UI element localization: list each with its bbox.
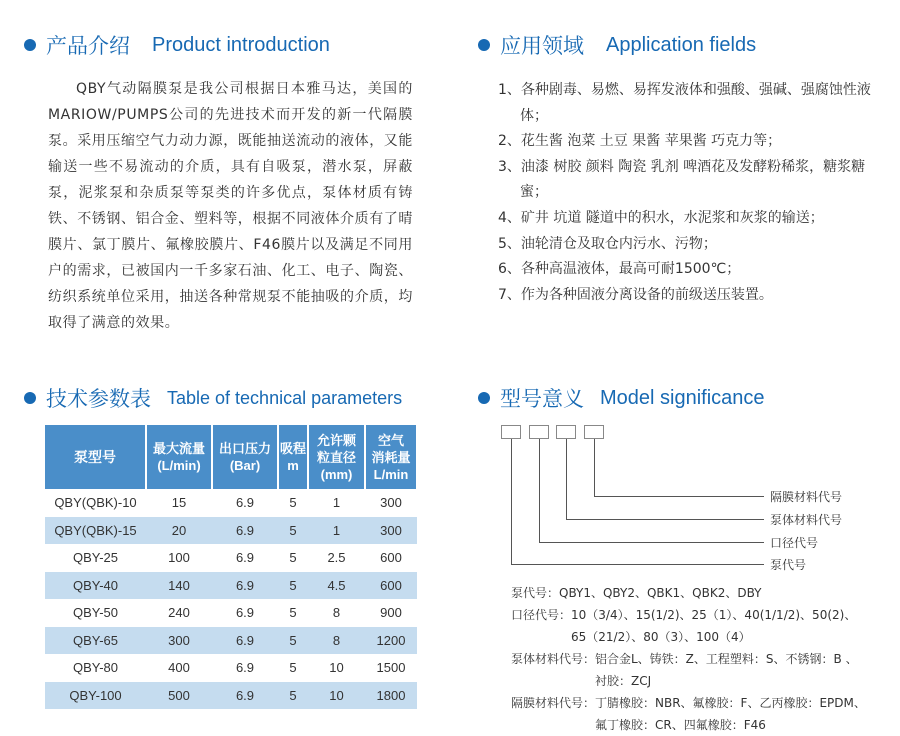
desc-line: 泵体材料代号：铝合金L、铸铁：Z、工程塑料：S、不锈钢：B 、 <box>511 652 858 666</box>
table-row <box>45 572 417 600</box>
table-cell: 10 <box>308 682 365 710</box>
model-heading <box>478 383 765 413</box>
table-cell: 5 <box>278 572 308 600</box>
table-cell: 8 <box>308 627 365 655</box>
title-zh: 产品介绍 <box>46 34 130 58</box>
label-pump: 泵代号 <box>770 558 807 572</box>
table-row <box>45 517 417 545</box>
table-row <box>45 489 417 517</box>
code-box <box>501 425 521 439</box>
list-item: 7、作为各种固液分离设备的前级送压装置。 <box>498 286 773 303</box>
table-cell: 2.5 <box>327 550 346 566</box>
table-cell: 6.9 <box>235 605 255 621</box>
table-cell: 10 <box>329 660 344 676</box>
list-item: 4、矿井 坑道 隧道中的积水，水泥浆和灰浆的输送； <box>498 209 824 226</box>
desc-line: 氟丁橡胶：CR、四氟橡胶：F46 <box>511 718 766 732</box>
table-cell: 5 <box>278 517 308 545</box>
params-table <box>45 425 418 709</box>
column-header: 出口压力 (Bar) <box>212 425 278 489</box>
table-cell: 300 <box>365 517 417 545</box>
table-cell: 6.9 <box>235 495 255 511</box>
list-item: 2、花生酱 泡菜 土豆 果酱 苹果酱 巧克力等； <box>498 133 782 150</box>
table-cell: 5 <box>278 627 308 655</box>
table-cell: 1 <box>332 495 341 511</box>
bullet-icon <box>478 392 490 404</box>
table-cell: 6.9 <box>212 627 278 655</box>
connector-line <box>511 564 764 565</box>
table-cell: 15 <box>171 495 187 511</box>
table-row <box>45 682 417 710</box>
table-cell: 600 <box>365 572 417 600</box>
table-cell: QBY(QBK)-10 <box>54 495 137 511</box>
title-zh: 型号意义 <box>500 387 584 411</box>
table-cell: 900 <box>380 605 402 621</box>
desc-line: 隔膜材料代号：丁腈橡胶：NBR、氟橡胶：F、乙丙橡胶：EPDM、 <box>511 696 866 710</box>
table-row <box>45 654 417 682</box>
connector-line <box>511 439 512 564</box>
table-cell: 6.9 <box>235 660 255 676</box>
list-item: 5、油轮清仓及取仓内污水、污物； <box>498 235 717 252</box>
title-en: Product introduction <box>152 33 330 56</box>
application-list <box>498 78 873 308</box>
title-zh: 技术参数表 <box>46 387 151 411</box>
table-cell: 1800 <box>365 682 417 710</box>
table-cell: QBY-80 <box>72 660 119 676</box>
list-item: 6、各种高温液体，最高可耐1500℃； <box>498 261 741 278</box>
product-intro-heading <box>24 30 330 60</box>
table-cell: QBY-40 <box>45 572 146 600</box>
table-cell: QBY-50 <box>72 605 119 621</box>
params-heading <box>24 383 402 413</box>
table-cell: QBY-25 <box>72 550 119 566</box>
model-description <box>511 582 866 736</box>
table-cell: 5 <box>289 605 297 621</box>
table-cell: 100 <box>168 550 190 566</box>
table-cell: 6.9 <box>212 682 278 710</box>
table-cell: 6.9 <box>212 517 278 545</box>
table-cell: 6.9 <box>212 572 278 600</box>
label-body: 泵体材料代号 <box>770 513 843 527</box>
table-cell: 240 <box>168 605 190 621</box>
code-box <box>529 425 549 439</box>
column-header: 吸程 m <box>278 425 308 489</box>
desc-line: 衬胶：ZCJ <box>511 674 652 688</box>
table-cell: 5 <box>278 682 308 710</box>
table-cell: 4.5 <box>308 572 365 600</box>
bullet-icon <box>478 39 490 51</box>
table-cell: 5 <box>289 660 297 676</box>
table-cell: 8 <box>332 605 341 621</box>
connector-line <box>566 439 567 519</box>
column-header: 允许颗 粒直径 (mm) <box>308 425 365 489</box>
connector-line <box>594 496 764 497</box>
table-row <box>45 599 417 627</box>
table-cell: 20 <box>146 517 212 545</box>
table-cell: 400 <box>168 660 190 676</box>
table-cell: QBY-100 <box>45 682 146 710</box>
table-cell: 300 <box>146 627 212 655</box>
connector-line <box>566 519 764 520</box>
table-cell: 140 <box>146 572 212 600</box>
connector-line <box>594 439 595 496</box>
table-cell: 1 <box>308 517 365 545</box>
table-row <box>45 544 417 572</box>
table-cell: 300 <box>380 495 402 511</box>
table-cell: 500 <box>146 682 212 710</box>
application-heading <box>478 30 756 60</box>
label-caliber: 口径代号 <box>770 536 819 550</box>
table-cell: 600 <box>380 550 402 566</box>
title-en: Application fields <box>606 33 757 56</box>
desc-line: 65（21/2）、80（3）、100（4） <box>511 630 751 644</box>
list-item: 1、各种剧毒、易燃、易挥发液体和强酸、强碱、强腐蚀性液体； <box>498 82 871 124</box>
table-cell: 5 <box>289 495 297 511</box>
connector-line <box>539 439 540 542</box>
bullet-icon <box>24 392 36 404</box>
title-zh: 应用领域 <box>500 34 584 58</box>
table-cell: QBY-65 <box>45 627 146 655</box>
table-cell: 1200 <box>365 627 417 655</box>
table-cell: 5 <box>289 550 297 566</box>
connector-line <box>539 542 764 543</box>
column-header: 空气 消耗量 L/min <box>365 425 417 489</box>
table-cell: QBY(QBK)-15 <box>45 517 146 545</box>
column-header: 泵型号 <box>45 425 146 489</box>
table-cell: 1500 <box>376 660 406 676</box>
column-header: 最大流量 (L/min) <box>146 425 212 489</box>
list-item: 3、油漆 树胶 颜料 陶瓷 乳剂 啤酒花及发酵粉稀浆，糖浆糖蜜； <box>498 158 866 201</box>
product-intro-text: QBY气动隔膜泵是我公司根据日本雅马达，美国的MARIOW/PUMPS公司的先进技术而开发的新一代隔膜泵。采用压缩空气力动力源，既能抽送流动的液体，又能输送一些不易流动的介质，具有自吸泵，潜水泵，屏蔽泵，泥浆泵和杂质泵等泵类的许多优点，泵体材质有铸铁、不锈钢、铝合金、塑料等，根据不同液体介质有了晴膜片、氯丁膜片、氟橡胶膜片、F46膜片以及满足不同用户的需求，已被国内一千多家石油、化工、电子、陶瓷、纺织系统单位采用，抽送各种常规泵不能抽吸的介质，均取得了满意的效果。 <box>48 81 413 331</box>
code-box <box>584 425 604 439</box>
table-row <box>45 627 417 655</box>
code-box <box>556 425 576 439</box>
desc-line: 泵代号：QBY1、QBY2、QBK1、QBK2、DBY <box>511 586 762 600</box>
bullet-icon <box>24 39 36 51</box>
title-en: Model significance <box>600 386 765 409</box>
title-en: Table of technical parameters <box>167 387 403 408</box>
desc-line: 口径代号：10（3/4）、15(1/2)、25（1）、40(1/1/2)、50(2)、 <box>511 608 857 622</box>
label-diaphragm: 隔膜材料代号 <box>770 490 843 504</box>
table-cell: 6.9 <box>235 550 255 566</box>
